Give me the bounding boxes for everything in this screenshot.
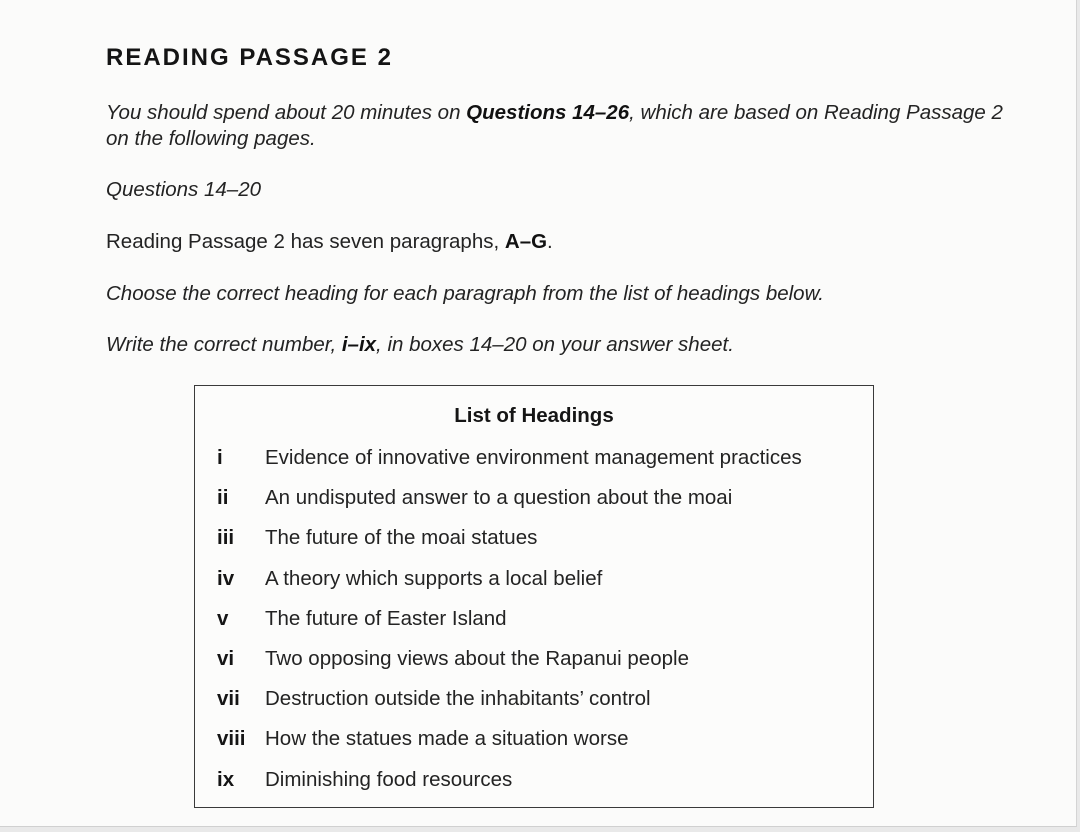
write-number-text-end: , in boxes 14–20 on your answer sheet. <box>376 333 734 356</box>
heading-item <box>195 725 873 765</box>
heading-text: Destruction outside the inhabitants’ control <box>265 687 651 711</box>
time-instruction-text-end: , which are based on Reading Passage 2 on the following pages. <box>106 101 1003 150</box>
paragraph-letters: A–G <box>504 230 548 253</box>
heading-item <box>195 645 873 685</box>
heading-numeral: viii <box>217 727 246 751</box>
questions-range-bold: Questions 14–26 <box>466 101 630 124</box>
heading-text: How the statues made a situation worse <box>265 727 629 751</box>
heading-numeral: iii <box>217 526 235 550</box>
heading-numeral: ix <box>217 767 235 791</box>
heading-text: Diminishing food resources <box>265 767 513 791</box>
choose-heading-instruction: Choose the correct heading for each paragraph from the list of headings below. <box>106 282 824 305</box>
paragraph-count-text: Reading Passage 2 has seven paragraphs, <box>106 230 505 253</box>
write-number-text: Write the correct number, <box>106 333 342 356</box>
write-number-instruction <box>106 332 734 358</box>
heading-numeral: v <box>217 606 229 630</box>
heading-numeral: vii <box>217 687 240 711</box>
time-instruction <box>106 100 1006 152</box>
numeral-range-bold: i–ix <box>341 333 377 356</box>
heading-item <box>195 484 873 524</box>
heading-item <box>195 565 873 605</box>
heading-numeral: vi <box>217 646 235 670</box>
headings-list <box>195 444 873 806</box>
time-instruction-text-start: You should spend about 20 minutes on <box>106 101 467 124</box>
heading-numeral: iv <box>217 566 235 590</box>
heading-text: The future of the moai statues <box>265 526 538 550</box>
passage-title: READING PASSAGE 2 <box>106 44 393 71</box>
heading-numeral: i <box>217 446 223 469</box>
heading-text: Two opposing views about the Rapanui people <box>265 646 689 670</box>
heading-text: The future of Easter Island <box>265 606 507 630</box>
heading-item <box>195 766 873 806</box>
heading-item <box>195 685 873 725</box>
heading-item <box>195 524 873 564</box>
heading-text: Evidence of innovative environment management practices <box>265 446 802 469</box>
paragraph-count-end: . <box>547 230 553 253</box>
questions-range-label: Questions 14–20 <box>106 178 262 201</box>
heading-numeral: ii <box>217 486 229 510</box>
heading-item <box>195 605 873 645</box>
heading-text: An undisputed answer to a question about the moai <box>265 486 733 510</box>
heading-text: A theory which supports a local belief <box>265 566 603 590</box>
list-of-headings-box <box>194 385 874 808</box>
paragraph-count-line <box>106 229 553 255</box>
heading-item <box>195 444 873 484</box>
list-of-headings-title: List of Headings <box>454 404 614 427</box>
